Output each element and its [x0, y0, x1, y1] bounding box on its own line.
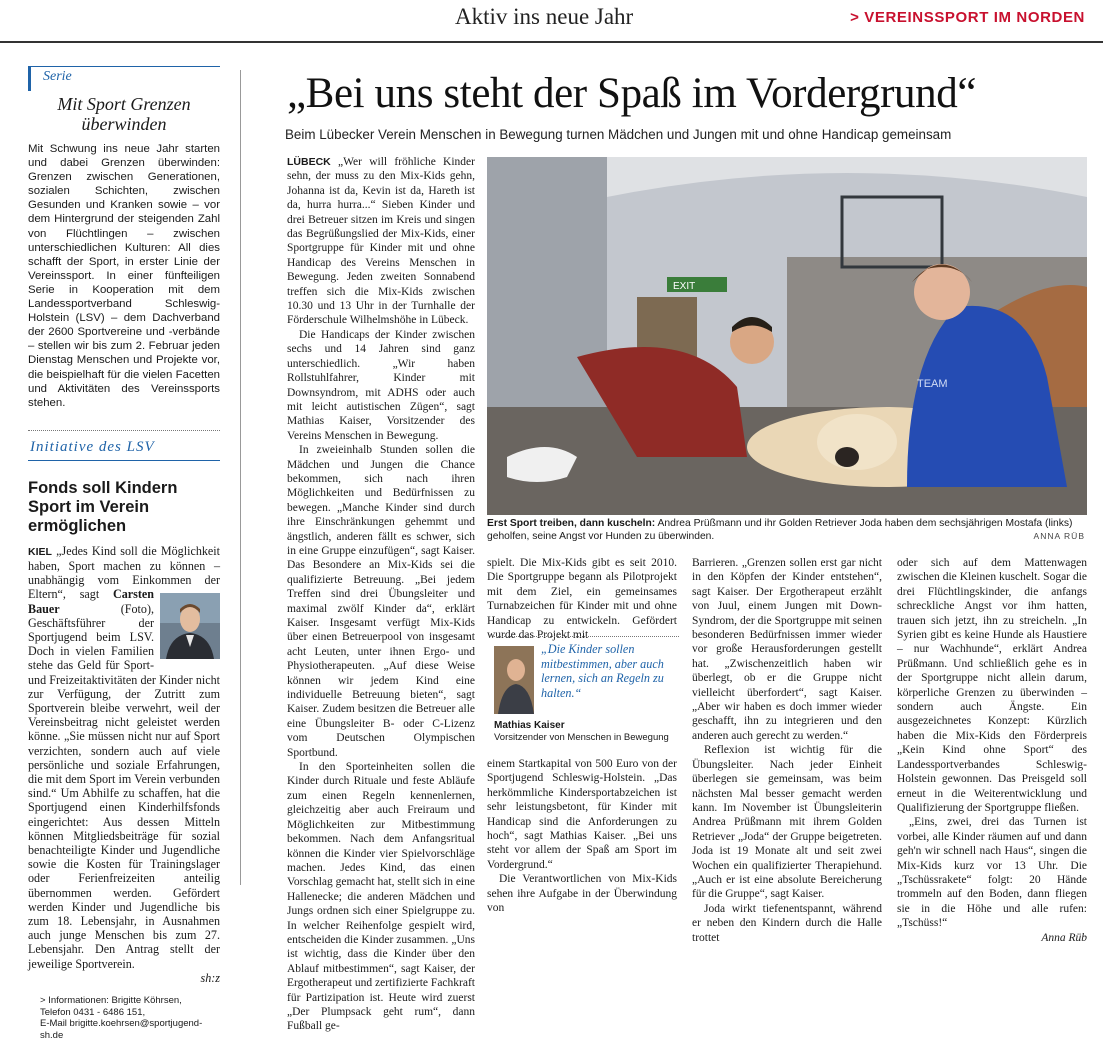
- fonds-person-name: Carsten Bauer: [28, 587, 154, 616]
- portrait-photo: [160, 593, 220, 659]
- section-label[interactable]: > VEREINSSPORT IM NORDEN: [850, 9, 1085, 26]
- article-paragraph: In den Sporteinheiten sollen die Kinder durch Rituale und feste Abläufe zum einen Regeln kennenlernen, gleichzeitig aber auch Freiraum und Möglichkeiten zur Mitbestimmung bekommen. Nach dem Anfangsritual können die Kinder vier Spielvorschläge machen. Jedes Kind, das einen Vorschlag gemacht hat, stellt sich in eine Hallenecke; die anderen Mädchen und Jungs ordnen sich einer Spielgruppe zu. In welcher Reihenfolge gespielt wird, entscheiden die Kinder zusammen. „Uns ist wichtig, dass die Kinder über den Ablauf mitbestimmen“, sagt Kaiser, der Ergotherapeut und zertifizierte Fachkraft für Partizipation ist. Heute wird zuerst „Der Plumpsack geht rum“, dann Fußball ge-: [287, 761, 475, 1033]
- initiative-label: Initiative des LSV: [28, 431, 220, 461]
- fonds-article: [28, 544, 220, 985]
- article-author: Anna Rüb: [1041, 931, 1087, 944]
- article-paragraph: Barrieren. „Grenzen sollen erst gar nicht in den Köpfen der Kinder entstehen“, sagt Kaiser. Der Ergotherapeut erzählt von Juul, einem Jungen mit Down-Syndrom, der die Sportgruppe mit seinen besonderen Bedürfnissen immer wieder vor große Herausforderungen gestellt hat. „Zwischenzeitlich haben wir überlegt, ob er die Gruppe nicht vielleicht überfordert“, sagt Kaiser. „Aber wir haben es doch immer wieder geschafft, ihn zu integrieren und den anderen auch gerecht zu werden.“: [692, 557, 882, 742]
- fonds-headline: Fonds soll Kindern Sport im Verein ermöglichen: [28, 478, 178, 535]
- header-rule: [0, 41, 1103, 43]
- fonds-signature: sh:z: [200, 970, 220, 985]
- info-email[interactable]: E-Mail brigitte.koehrsen@sportjugend-sh.de: [40, 1018, 203, 1041]
- quote-portrait: [494, 646, 534, 714]
- article-paragraph: „Eins, zwei, drei das Turnen ist vorbei, alle Kinder räumen auf und dann geh'n wir schnell nach Haus“, singen die Mix-Kids kurz vor 13 Uhr. Die „Tschüssrakete“ folgt: 20 Hände trommeln auf den Boden, dann fliegen sie in die Höhe und alle rufen: „Tschüss!“: [897, 816, 1087, 930]
- quote-author-name: Mathias Kaiser: [494, 720, 565, 731]
- quote-author-role: Vorsitzender von Menschen in Bewegung: [494, 732, 669, 743]
- shirt-text: TEAM: [917, 378, 948, 390]
- quote-rule-top: [494, 636, 679, 637]
- article-paragraph: Reflexion ist wichtig für die Übungsleiter. Nach jeder Einheit überlegen sie gemeinsam, was beim nächsten Mal besser gemacht werden kann. Im November ist Übungsleiterin Andrea Prüßmann mit ihrem Golden Retriever „Joda“ der Gruppe beigetreten. Joda ist 19 Monate alt und seit zwei Wochen ein qualifizierter Therapiehund. „Auch er ist eine absolute Bereicherung für die Gruppe“, sagt Kaiser.: [692, 744, 882, 901]
- article-paragraph: Die Verantwortlichen von Mix-Kids sehen ihre Aufgabe in der Überwindung von: [487, 873, 677, 915]
- article-column-3: [692, 556, 882, 945]
- info-box: [28, 995, 220, 1041]
- article-paragraph: Die Handicaps der Kinder zwischen sechs und 14 Jahren sind ganz unterschiedlich. „Wir haben Rollstuhlfahrer, Kinder mit Downsyndrom, mit ADHS oder auch mit leicht autistischen Zügen“, sagt Mathias Kaiser, Vorsitzender des Vereins Menschen in Bewegung.: [287, 328, 475, 442]
- fonds-paragraph-1: „Jedes Kind soll die Möglichkeit haben, Sport machen zu können – unabhängig vom Einkommen der Eltern“, sagt: [28, 543, 220, 602]
- article-paragraph: „Wer will fröhliche Kinder sehn, der muss zu den Mix-Kids gehn, Johanna ist da, Kevin ist da, Hareth ist da, hurra hurra...“ Sieben Kinder und drei Betreuer sitzen im Kreis und singen das Begrüßungslied der Mix-Kids, einer Sportgruppe für Kinder mit und ohne Handicap des Vereins Menschen in Bewegung. Jeden zweiten Sonnabend treffen sich die Mix-Kids zwischen 10.30 und 13 Uhr in der Turnhalle der Förderschule Wilhelmshöhe in Lübeck.: [287, 156, 475, 327]
- article-subheadline: Beim Lübecker Verein Menschen in Bewegung turnen Mädchen und Jungen mit und ohne Handicap gemeinsam: [285, 127, 952, 142]
- fonds-paragraph-2: (Foto), Geschäftsführer der Sportjugend beim LSV. Doch in vielen Familien stehe das Geld für Sport- und Freizeitaktivitäten der Kinder nicht zur Verfügung, der Zutritt zum Sportverein bleibe verwehrt, weil der Vereinsbeitrag nicht geleistet werden könne. „Sie müssen nicht nur auf Sport verzichten, sondern auch auf viele persönliche und soziale Erfahrungen, die mit dem Sport im Verein verbunden sind.“ Um Abhilfe zu schaffen, hat die Sportjugend einen Kinderhilfsfonds eingerichtet: Aus dessen Mitteln können Mitgliedsbeiträge für sozial benachteiligte Kinder und Jugendliche sowie die Kosten für Trainingslager oder Ferienfreizeiten anteilig übernommen werden. Gefördert werden Kinder und Jugendliche bis zum 18. Lebensjahr, in Ausnahmen auch junge Menschen bis zum 27. Lebensjahr. Den Antrag stellt der jeweilige Sportverein.: [28, 601, 220, 971]
- photo-caption: [487, 518, 1087, 543]
- article-column-2-continued: [487, 757, 677, 915]
- info-line-1: > Informationen: Brigitte Köhrsen,: [40, 995, 182, 1007]
- article-column-2: [487, 556, 677, 642]
- article-paragraph: einem Startkapital von 500 Euro von der Sportjugend Schleswig-Holstein. „Das herkömmliche Kindersportabzeichen ist sehr leistungsbetont, für Kinder mit Handicap sind die Anforderungen zu hoch“, sagt Mathias Kaiser. „Bei uns steht vor allem der Spaß am Sport im Vordergrund.“: [487, 758, 677, 871]
- pull-quote: [494, 636, 679, 746]
- sidebar: [28, 66, 220, 1041]
- series-intro: Mit Schwung ins neue Jahr starten und dabei Grenzen überwinden: Grenzen zwischen Generationen, sozialen Schichten, zwischen Gesunden und Kranken sowie – vor dem Hintergrund der steigenden Zahl von Flüchtlingen – zwischen unterschiedlichen Kulturen: All dies schafft der Sport, in erster Linie der Vereinssport. In einer fünfteiligen Serie in Kooperation mit dem Landessportverband Schleswig-Holstein (LSV) – dem Dachverband der 2600 Sportvereine und -verbände – stellen wir bis zum 2. Februar jeden Dienstag Menschen und Projekte vor, die beispielhaft für die vielen Facetten und Aktivitäten des Vereinssports stehen.: [28, 143, 220, 409]
- article-paragraph: spielt. Die Mix-Kids gibt es seit 2010. Die Sportgruppe begann als Pilotprojekt mit dem Ziel, ein gemeinsames Turnabzeichen für Kinder mit und ohne Handicap zu entwickeln. Gefördert wurde das Projekt mit: [487, 557, 677, 642]
- info-line-2: Telefon 0431 - 6486 151,: [40, 1006, 146, 1018]
- series-label: Serie: [28, 66, 220, 91]
- article-paragraph: Joda wirkt tiefenentspannt, während er neben den Kindern durch die Halle trottet: [692, 902, 882, 944]
- quote-text: „Die Kinder sollen mitbestimmen, aber auch lernen, sich an Regeln zu halten.“: [541, 642, 664, 700]
- article-dateline: LÜBECK: [287, 156, 331, 168]
- exit-sign: EXIT: [673, 281, 696, 292]
- photo-credit: ANNA RÜB: [1033, 531, 1085, 541]
- article-paragraph: oder sich auf dem Mattenwagen zwischen die Kleinen kuschelt. Sogar die drei Flüchtlingskinder, die anfangs schreckliche Angst vor ihm hatten, trauen sich jetzt, ihn zu streicheln. „In Syrien gibt es keine Hunde als Haustiere – nur Wachhunde“, erklärt Andrea Prüßmann. Und schließlich gehe es in der Sportgruppe nicht allein darum, körperliche Grenzen zu überwinden – sondern auch Ängste. Ein ausgezeichnetes Konzept: Kürzlich haben die Mix-Kids den Förderpreis „Kein Kind ohne Sport“ des Landessportverbandes Schleswig-Holstein gewonnen. Das Preisgeld soll erneut in die Weiterentwicklung und Qualifizierung der Sportgruppe fließen.: [897, 557, 1087, 814]
- photo-caption-text: Andrea Prüßmann und ihr Golden Retriever Joda haben dem sechsjährigen Mostafa (links) geholfen, seine Angst vor Hunden zu überwinden.: [487, 518, 1073, 542]
- article-headline: „Bei uns steht der Spaß im Vordergrund“: [287, 70, 977, 117]
- fonds-dateline: KIEL: [28, 545, 52, 558]
- column-divider: [240, 70, 241, 885]
- series-title: Mit Sport Grenzen überwinden: [57, 94, 191, 134]
- page-header-title: Aktiv ins neue Jahr: [455, 4, 634, 29]
- photo-caption-lead: Erst Sport treiben, dann kuscheln:: [487, 518, 656, 529]
- article-photo: [487, 157, 1087, 515]
- article-column-1: [287, 155, 475, 1034]
- article-column-4: [897, 556, 1087, 945]
- article-paragraph: In zweieinhalb Stunden sollen die Mädchen und Jungen die Chance bekommen, sich nach ihren Möglichkeiten und Bedürfnissen zu bewegen. „Manche Kinder sind durch ihre Einschränkungen gehemmt und ängstlich, anderen fällt es schwer, sich in eine Gruppe einzufügen“, sagt Kaiser. Das Besondere an Mix-Kids sei die qualifizierte Betreuung. „Bei jedem Treffen sind drei Übungsleiter und maximal zwölf Kinder da“, erklärt Kaiser. Insgesamt verfügt Mix-Kids über einen Betreuerpool von insgesamt acht Leuten, unter ihnen Ergo- und Physiotherapeuten. „Auf diese Weise können wir jedem Kind eine individuelle Betreuung bieten“, sagt Kaiser. Zudem besitzen die Betreuer alle eine Übungsleiter B- oder C-Lizenz vom Deutschen Olympischen Sportbund.: [287, 444, 475, 759]
